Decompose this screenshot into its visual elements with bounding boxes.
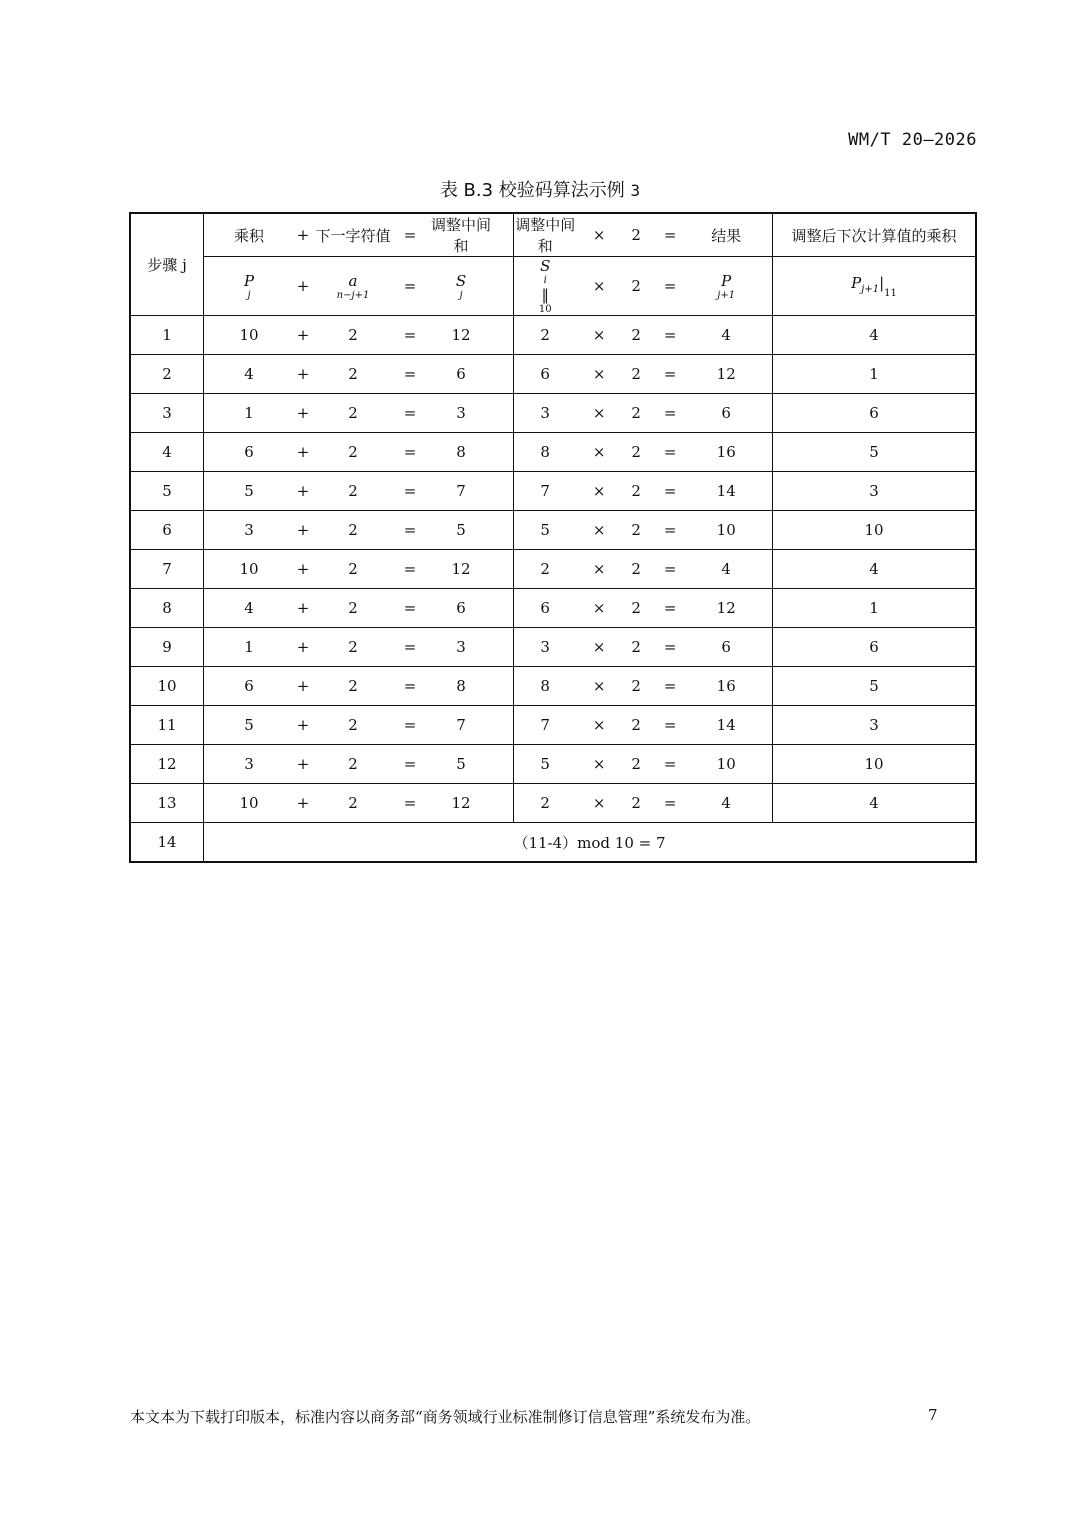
caption-number: 3 bbox=[630, 181, 641, 200]
product-value: 10 bbox=[239, 794, 259, 812]
equals-sign: = bbox=[403, 638, 417, 656]
result-value: 6 bbox=[721, 404, 731, 422]
next-product-symbol: $P_{j+1}|_{11}$ bbox=[773, 257, 976, 316]
plus-sign: + bbox=[296, 677, 310, 695]
product-symbols bbox=[514, 257, 773, 316]
next-product-cell: 4 bbox=[773, 316, 976, 355]
sum-cell bbox=[204, 706, 514, 745]
table-row bbox=[130, 784, 976, 823]
product-value: 6 bbox=[244, 677, 254, 695]
next-product-header: 调整后下次计算值的乘积 bbox=[773, 213, 976, 257]
sum-cell bbox=[204, 628, 514, 667]
times-sign: × bbox=[592, 794, 606, 812]
result-value: 12 bbox=[716, 599, 736, 617]
result-value: 14 bbox=[716, 716, 736, 734]
sum-header-result: 调整中间和 bbox=[431, 216, 492, 255]
result-value: 4 bbox=[721, 794, 731, 812]
symbol-equals: = bbox=[403, 277, 417, 295]
result-value: 4 bbox=[721, 326, 731, 344]
sum-cell bbox=[204, 745, 514, 784]
adjusted-sum-value: 3 bbox=[540, 404, 550, 422]
table-caption bbox=[0, 176, 1080, 202]
sum-cell bbox=[204, 472, 514, 511]
equals-sign: = bbox=[663, 404, 677, 422]
step-cell: 1 bbox=[130, 316, 204, 355]
step-cell: 9 bbox=[130, 628, 204, 667]
multiplier-value: 2 bbox=[631, 326, 641, 344]
sum-cell bbox=[204, 550, 514, 589]
next-product-cell: 3 bbox=[773, 472, 976, 511]
table-body bbox=[130, 316, 976, 863]
equals-sign: = bbox=[403, 521, 417, 539]
plus-sign: + bbox=[296, 716, 310, 734]
times-sign: × bbox=[592, 326, 606, 344]
product-header-two: 2 bbox=[631, 226, 641, 244]
times-sign: × bbox=[592, 638, 606, 656]
next-char-value: 2 bbox=[348, 755, 358, 773]
equals-sign: = bbox=[663, 794, 677, 812]
plus-sign: + bbox=[296, 794, 310, 812]
plus-sign: + bbox=[296, 326, 310, 344]
header-row-symbols bbox=[130, 257, 976, 316]
adjusted-sum-value: 2 bbox=[540, 560, 550, 578]
table-row bbox=[130, 394, 976, 433]
product-value: 5 bbox=[244, 716, 254, 734]
equals-sign: = bbox=[663, 599, 677, 617]
product-value: 1 bbox=[244, 638, 254, 656]
equals-sign: = bbox=[403, 599, 417, 617]
sum-cell bbox=[204, 316, 514, 355]
next-char-value: 2 bbox=[348, 365, 358, 383]
step-cell: 4 bbox=[130, 433, 204, 472]
adjusted-sum-value: 5 bbox=[540, 755, 550, 773]
adjusted-sum-value: 8 bbox=[540, 677, 550, 695]
next-char-value: 2 bbox=[348, 560, 358, 578]
times-sign: × bbox=[592, 521, 606, 539]
product-header-equals: = bbox=[663, 226, 677, 244]
next-char-value: 2 bbox=[348, 794, 358, 812]
adjusted-sum-value: 3 bbox=[540, 638, 550, 656]
equals-sign: = bbox=[663, 716, 677, 734]
product-value: 4 bbox=[244, 365, 254, 383]
step-cell: 13 bbox=[130, 784, 204, 823]
intermediate-sum-value: 7 bbox=[456, 716, 466, 734]
result-value: 16 bbox=[716, 677, 736, 695]
table-row bbox=[130, 589, 976, 628]
intermediate-sum-value: 6 bbox=[456, 599, 466, 617]
intermediate-sum-value: 7 bbox=[456, 482, 466, 500]
table-row bbox=[130, 433, 976, 472]
intermediate-sum-value: 12 bbox=[451, 794, 471, 812]
next-product-cell: 5 bbox=[773, 433, 976, 472]
plus-sign: + bbox=[296, 560, 310, 578]
symbol-s-j: S j bbox=[455, 271, 467, 301]
result-value: 14 bbox=[716, 482, 736, 500]
sum-cell bbox=[204, 433, 514, 472]
next-product-cell: 4 bbox=[773, 550, 976, 589]
multiplier-value: 2 bbox=[631, 716, 641, 734]
next-char-value: 2 bbox=[348, 638, 358, 656]
sum-header-plus: + bbox=[296, 226, 310, 244]
adjusted-sum-value: 8 bbox=[540, 443, 550, 461]
step-cell: 5 bbox=[130, 472, 204, 511]
next-char-value: 2 bbox=[348, 599, 358, 617]
product-header-times: × bbox=[592, 226, 606, 244]
caption-text: 表 B.3 校验码算法示例 bbox=[439, 180, 631, 201]
result-value: 12 bbox=[716, 365, 736, 383]
next-product-cell: 1 bbox=[773, 589, 976, 628]
final-row bbox=[130, 823, 976, 863]
next-product-cell: 5 bbox=[773, 667, 976, 706]
table-row bbox=[130, 472, 976, 511]
footer-note: 本文本为下载打印版本，标准内容以商务部“商务领域行业标准制修订信息管理”系统发布为准。 bbox=[130, 1408, 761, 1426]
adjusted-sum-value: 6 bbox=[540, 599, 550, 617]
times-sign: × bbox=[592, 365, 606, 383]
plus-sign: + bbox=[296, 638, 310, 656]
symbol-times: × bbox=[592, 277, 606, 295]
product-header-sum: 调整中间和 bbox=[515, 216, 576, 255]
multiplier-value: 2 bbox=[631, 521, 641, 539]
adjusted-sum-value: 2 bbox=[540, 794, 550, 812]
intermediate-sum-value: 8 bbox=[456, 677, 466, 695]
product-cell bbox=[514, 511, 773, 550]
step-cell: 6 bbox=[130, 511, 204, 550]
equals-sign: = bbox=[663, 482, 677, 500]
sum-cell bbox=[204, 511, 514, 550]
table-row bbox=[130, 667, 976, 706]
product-value: 4 bbox=[244, 599, 254, 617]
sum-cell bbox=[204, 667, 514, 706]
sum-header bbox=[204, 213, 514, 257]
adjusted-sum-value: 5 bbox=[540, 521, 550, 539]
adjusted-sum-value: 7 bbox=[540, 482, 550, 500]
product-cell bbox=[514, 784, 773, 823]
equals-sign: = bbox=[403, 365, 417, 383]
product-cell bbox=[514, 355, 773, 394]
product-cell bbox=[514, 550, 773, 589]
intermediate-sum-value: 12 bbox=[451, 560, 471, 578]
final-formula-cell: （11-4）mod 10 = 7 bbox=[204, 823, 976, 863]
next-char-value: 2 bbox=[348, 404, 358, 422]
multiplier-value: 2 bbox=[631, 365, 641, 383]
step-cell: 11 bbox=[130, 706, 204, 745]
document-code: WM/T 20—2026 bbox=[848, 130, 977, 150]
sum-header-next-char: 下一字符值 bbox=[315, 226, 391, 245]
next-product-cell: 3 bbox=[773, 706, 976, 745]
equals-sign: = bbox=[403, 404, 417, 422]
sum-cell bbox=[204, 355, 514, 394]
table-row bbox=[130, 706, 976, 745]
intermediate-sum-value: 3 bbox=[456, 404, 466, 422]
times-sign: × bbox=[592, 482, 606, 500]
next-char-value: 2 bbox=[348, 443, 358, 461]
multiplier-value: 2 bbox=[631, 443, 641, 461]
equals-sign: = bbox=[663, 443, 677, 461]
equals-sign: = bbox=[403, 560, 417, 578]
next-char-value: 2 bbox=[348, 521, 358, 539]
table-row bbox=[130, 745, 976, 784]
next-product-cell: 10 bbox=[773, 745, 976, 784]
plus-sign: + bbox=[296, 755, 310, 773]
step-cell: 7 bbox=[130, 550, 204, 589]
multiplier-value: 2 bbox=[631, 677, 641, 695]
adjusted-sum-value: 6 bbox=[540, 365, 550, 383]
plus-sign: + bbox=[296, 521, 310, 539]
table-row bbox=[130, 628, 976, 667]
intermediate-sum-value: 6 bbox=[456, 365, 466, 383]
equals-sign: = bbox=[403, 482, 417, 500]
equals-sign: = bbox=[663, 755, 677, 773]
final-step-cell: 14 bbox=[130, 823, 204, 863]
step-header: 步骤 j bbox=[130, 213, 204, 316]
equals-sign: = bbox=[403, 716, 417, 734]
equals-sign: = bbox=[403, 443, 417, 461]
product-header-result: 结果 bbox=[711, 226, 742, 245]
product-cell bbox=[514, 316, 773, 355]
equals-sign: = bbox=[403, 677, 417, 695]
equals-sign: = bbox=[403, 755, 417, 773]
symbol-two: 2 bbox=[631, 277, 641, 295]
equals-sign: = bbox=[403, 794, 417, 812]
sum-cell bbox=[204, 784, 514, 823]
product-cell bbox=[514, 628, 773, 667]
result-value: 16 bbox=[716, 443, 736, 461]
symbol-p-j: P j bbox=[243, 271, 255, 301]
times-sign: × bbox=[592, 755, 606, 773]
product-cell bbox=[514, 745, 773, 784]
next-char-value: 2 bbox=[348, 716, 358, 734]
symbol-plus: + bbox=[296, 277, 310, 295]
next-char-value: 2 bbox=[348, 482, 358, 500]
symbol-a-n-j-1: a n−j+1 bbox=[336, 271, 370, 301]
symbol-equals-2: = bbox=[663, 277, 677, 295]
next-product-cell: 1 bbox=[773, 355, 976, 394]
equals-sign: = bbox=[663, 326, 677, 344]
multiplier-value: 2 bbox=[631, 404, 641, 422]
product-cell bbox=[514, 706, 773, 745]
intermediate-sum-value: 5 bbox=[456, 755, 466, 773]
times-sign: × bbox=[592, 560, 606, 578]
intermediate-sum-value: 8 bbox=[456, 443, 466, 461]
product-header bbox=[514, 213, 773, 257]
product-value: 10 bbox=[239, 326, 259, 344]
sum-header-product: 乘积 bbox=[234, 226, 265, 245]
result-value: 10 bbox=[716, 755, 736, 773]
step-cell: 2 bbox=[130, 355, 204, 394]
table-row bbox=[130, 511, 976, 550]
multiplier-value: 2 bbox=[631, 755, 641, 773]
times-sign: × bbox=[592, 599, 606, 617]
product-cell bbox=[514, 589, 773, 628]
equals-sign: = bbox=[663, 521, 677, 539]
adjusted-sum-value: 2 bbox=[540, 326, 550, 344]
equals-sign: = bbox=[663, 638, 677, 656]
table-row bbox=[130, 550, 976, 589]
equals-sign: = bbox=[663, 677, 677, 695]
product-cell bbox=[514, 667, 773, 706]
symbol-s-i-mod-10: S i ‖ 10 bbox=[538, 257, 552, 315]
header-row-text bbox=[130, 213, 976, 257]
table-row bbox=[130, 355, 976, 394]
sum-cell bbox=[204, 394, 514, 433]
step-cell: 10 bbox=[130, 667, 204, 706]
times-sign: × bbox=[592, 716, 606, 734]
multiplier-value: 2 bbox=[631, 599, 641, 617]
symbol-p-j-1: P j+1 bbox=[717, 271, 736, 301]
checksum-example-table bbox=[129, 212, 977, 863]
next-product-cell: 6 bbox=[773, 628, 976, 667]
times-sign: × bbox=[592, 677, 606, 695]
multiplier-value: 2 bbox=[631, 560, 641, 578]
equals-sign: = bbox=[663, 365, 677, 383]
times-sign: × bbox=[592, 443, 606, 461]
plus-sign: + bbox=[296, 482, 310, 500]
page-number: 7 bbox=[928, 1406, 938, 1424]
intermediate-sum-value: 12 bbox=[451, 326, 471, 344]
next-char-value: 2 bbox=[348, 677, 358, 695]
next-char-value: 2 bbox=[348, 326, 358, 344]
product-value: 1 bbox=[244, 404, 254, 422]
result-value: 6 bbox=[721, 638, 731, 656]
next-product-cell: 6 bbox=[773, 394, 976, 433]
intermediate-sum-value: 5 bbox=[456, 521, 466, 539]
product-value: 6 bbox=[244, 443, 254, 461]
plus-sign: + bbox=[296, 404, 310, 422]
table-row bbox=[130, 316, 976, 355]
sum-cell bbox=[204, 589, 514, 628]
multiplier-value: 2 bbox=[631, 794, 641, 812]
equals-sign: = bbox=[403, 326, 417, 344]
result-value: 4 bbox=[721, 560, 731, 578]
product-value: 3 bbox=[244, 521, 254, 539]
product-value: 5 bbox=[244, 482, 254, 500]
sum-header-equals: = bbox=[403, 226, 417, 244]
plus-sign: + bbox=[296, 365, 310, 383]
plus-sign: + bbox=[296, 443, 310, 461]
product-value: 10 bbox=[239, 560, 259, 578]
product-cell bbox=[514, 472, 773, 511]
next-product-cell: 10 bbox=[773, 511, 976, 550]
plus-sign: + bbox=[296, 599, 310, 617]
adjusted-sum-value: 7 bbox=[540, 716, 550, 734]
intermediate-sum-value: 3 bbox=[456, 638, 466, 656]
multiplier-value: 2 bbox=[631, 482, 641, 500]
next-product-cell: 4 bbox=[773, 784, 976, 823]
product-value: 3 bbox=[244, 755, 254, 773]
times-sign: × bbox=[592, 404, 606, 422]
sum-symbols bbox=[204, 257, 514, 316]
step-cell: 3 bbox=[130, 394, 204, 433]
equals-sign: = bbox=[663, 560, 677, 578]
multiplier-value: 2 bbox=[631, 638, 641, 656]
step-cell: 8 bbox=[130, 589, 204, 628]
step-cell: 12 bbox=[130, 745, 204, 784]
product-cell bbox=[514, 394, 773, 433]
result-value: 10 bbox=[716, 521, 736, 539]
product-cell bbox=[514, 433, 773, 472]
